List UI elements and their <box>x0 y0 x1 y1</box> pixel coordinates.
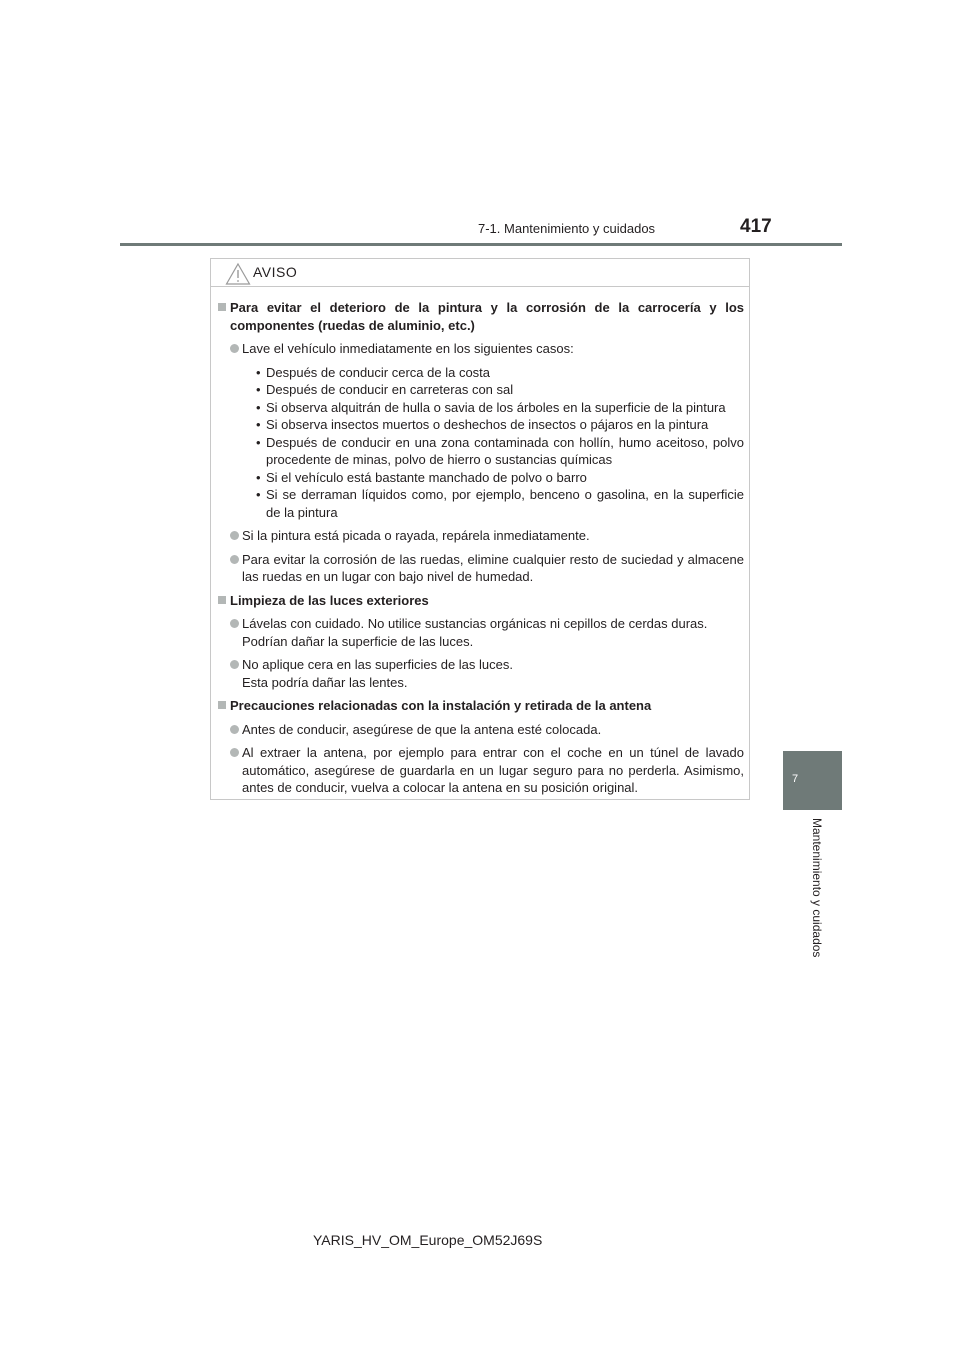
wash-cases-list <box>216 364 744 522</box>
section-title: Precauciones relacionadas con la instalación y retirada de la antena <box>230 698 652 713</box>
sub-list-item: • Si observa alquitrán de hulla o savia de los árboles en la superficie de la pintura <box>256 399 744 417</box>
header-divider <box>120 243 842 246</box>
sub-list-item: • Si observa insectos muertos o deshechos de insectos o pájaros en la pintura <box>256 416 744 434</box>
square-bullet-icon <box>218 701 226 709</box>
section-antenna <box>216 697 744 715</box>
sub-list-item: • Después de conducir en una zona contaminada con hollín, humo aceitoso, polvo procedente de minas, polvo de hierro o sustancias químicas <box>256 434 744 469</box>
round-bullet-icon <box>230 660 239 669</box>
list-item <box>216 340 744 358</box>
item-text-line: Esta podría dañar las lentes. <box>242 674 408 690</box>
sub-list-item: • Después de conducir en carreteras con sal <box>256 381 744 399</box>
list-item <box>216 721 744 739</box>
warning-label: AVISO <box>253 264 298 280</box>
chapter-tab <box>783 751 842 810</box>
round-bullet-icon <box>230 531 239 540</box>
section-paint-protection <box>216 299 744 334</box>
item-text-line: Lávelas con cuidado. No utilice sustancias orgánicas ni cepillos de cerdas duras. <box>242 616 708 631</box>
list-item <box>216 656 744 691</box>
item-text-line: No aplique cera en las superficies de las luces. <box>242 657 513 672</box>
square-bullet-icon <box>218 596 226 604</box>
item-text: Para evitar la corrosión de las ruedas, elimine cualquier resto de suciedad y almacene las ruedas en un lugar con bajo nivel de humedad. <box>242 551 744 584</box>
chapter-side-label: Mantenimiento y cuidados <box>810 818 824 958</box>
section-title: Para evitar el deterioro de la pintura y la corrosión de la carrocería y los componentes (ruedas de aluminio, etc.) <box>230 300 744 333</box>
list-item <box>216 615 744 650</box>
item-text: Al extraer la antena, por ejemplo para entrar con el coche en un túnel de lavado automático, asegúrese de guardarla en un lugar seguro para no perderla. Asimismo, antes de conducir, vuelva a colocar la antena en su posición original. <box>242 745 744 795</box>
warning-triangle-icon <box>225 262 251 286</box>
page-number: 417 <box>740 216 772 237</box>
document-code: YARIS_HV_OM_Europe_OM52J69S <box>313 1232 543 1248</box>
round-bullet-icon <box>230 555 239 564</box>
chapter-number: 7 <box>792 773 799 785</box>
list-item <box>216 527 744 545</box>
section-title: Limpieza de las luces exteriores <box>230 592 429 608</box>
item-text: Antes de conducir, asegúrese de que la antena esté colocada. <box>242 721 602 737</box>
list-item <box>216 744 744 797</box>
round-bullet-icon <box>230 748 239 757</box>
list-item <box>216 551 744 586</box>
item-text-line: Podrían dañar la superficie de las luces. <box>242 633 474 649</box>
warning-box <box>210 258 750 800</box>
sub-list-item: • Si se derraman líquidos como, por ejemplo, benceno o gasolina, en la superficie de la pintura <box>256 486 744 521</box>
header-section-title: 7-1. Mantenimiento y cuidados <box>478 221 656 236</box>
item-text: Lave el vehículo inmediatamente en los siguientes casos: <box>242 341 574 356</box>
warning-content <box>216 299 744 803</box>
item-text: Si la pintura está picada o rayada, repárela inmediatamente. <box>242 528 590 543</box>
round-bullet-icon <box>230 619 239 628</box>
square-bullet-icon <box>218 303 226 311</box>
sub-list-item: • Si el vehículo está bastante manchado de polvo o barro <box>256 469 744 487</box>
round-bullet-icon <box>230 725 239 734</box>
warning-header <box>211 259 749 287</box>
sub-list-item: • Después de conducir cerca de la costa <box>256 364 744 382</box>
round-bullet-icon <box>230 344 239 353</box>
section-exterior-lights <box>216 592 744 610</box>
